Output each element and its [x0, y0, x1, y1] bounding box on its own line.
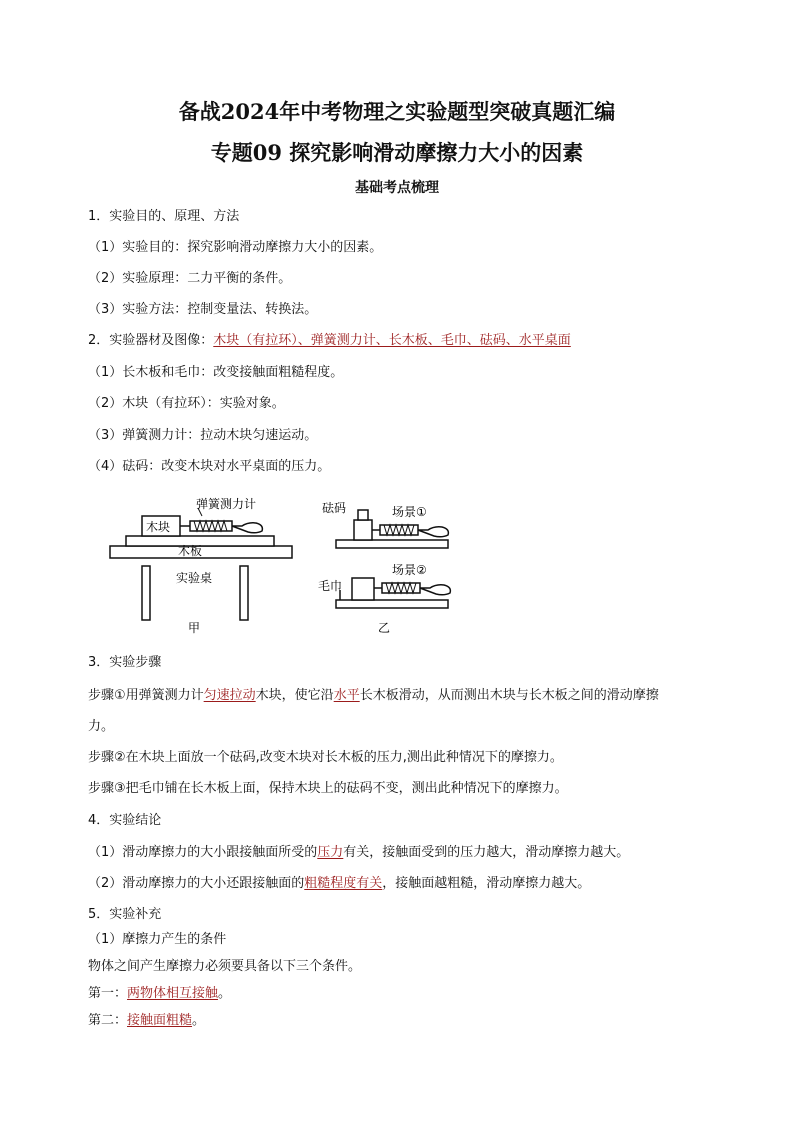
- s1-heading: 1．实验目的、原理、方法: [88, 209, 240, 224]
- first-end: 。: [218, 986, 232, 1001]
- s2-equipment-list: 木块（有拉环）、弹簧测力计、长木板、毛巾、砝码、水平桌面: [213, 333, 571, 348]
- s3-step2: 步骤②在木块上面放一个砝码,改变木块对长木板的压力,测出此种情况下的摩擦力。: [88, 750, 563, 765]
- first-red: 两物体相互接触: [127, 986, 219, 1001]
- first-label: 第一：: [88, 986, 128, 1001]
- s1-item: （1）实验目的：探究影响滑动摩擦力大小的因素。: [88, 240, 383, 255]
- second-label: 第二：: [88, 1013, 128, 1028]
- experiment-figure: [100, 490, 480, 640]
- s3-step1: [88, 688, 659, 704]
- second-end: 。: [192, 1013, 206, 1028]
- s1-item: （3）实验方法：控制变量法、转换法。: [88, 302, 318, 317]
- yi-scene2-label: 场景②: [392, 563, 427, 577]
- document-subtitle: 专题09 探究影响滑动摩擦力大小的因素: [210, 140, 584, 165]
- jia-board-label: 木板: [178, 544, 203, 558]
- s5-first: [88, 986, 231, 1002]
- s5-intro: 物体之间产生摩擦力必须要具备以下三个条件。: [88, 959, 362, 974]
- s5-second: [88, 1013, 205, 1029]
- section-heading: 基础考点梳理: [355, 180, 439, 196]
- c1-text: （1）滑动摩擦力的大小跟接触面所受的: [88, 845, 318, 860]
- c2-text: （2）滑动摩擦力的大小还跟接触面的: [88, 876, 305, 891]
- jia-spring-label: 弹簧测力计: [196, 497, 257, 511]
- figure-jia: [110, 508, 292, 620]
- step1-red-horizontal: 水平: [333, 688, 360, 703]
- s4-conclusion-2: [88, 876, 590, 892]
- s2-heading-label: 2．实验器材及图像：: [88, 333, 214, 348]
- yi-weight-label: 砝码: [322, 501, 347, 515]
- c1-red-pressure: 压力: [317, 845, 344, 860]
- c1-text: 有关，接触面受到的压力越大，滑动摩擦力越大。: [343, 845, 630, 860]
- step1-text: 步骤①用弹簧测力计: [88, 688, 204, 703]
- s2-item: （3）弹簧测力计：拉动木块匀速运动。: [88, 428, 318, 443]
- jia-block-label: 木块: [146, 520, 171, 534]
- s5-heading: 5．实验补充: [88, 907, 162, 922]
- jia-caption: 甲: [188, 621, 201, 635]
- second-red: 接触面粗糙: [127, 1013, 193, 1028]
- yi-towel-label: 毛巾: [318, 579, 343, 593]
- s2-item: （2）木块（有拉环）：实验对象。: [88, 396, 285, 411]
- yi-scene1-label: 场景①: [392, 505, 427, 519]
- s2-heading: [88, 333, 571, 349]
- s3-step3: 步骤③把毛巾铺在长木板上面，保持木块上的砝码不变，测出此种情况下的摩擦力。: [88, 781, 568, 796]
- yi-caption: 乙: [378, 621, 391, 635]
- s3-heading: 3．实验步骤: [88, 655, 162, 670]
- s1-item: （2）实验原理：二力平衡的条件。: [88, 271, 292, 286]
- step1-red-uniform: 匀速拉动: [203, 688, 256, 703]
- document-title: 备战2024年中考物理之实验题型突破真题汇编: [178, 99, 616, 124]
- step1-text: 木块，使它沿: [255, 688, 334, 703]
- step1-text: 长木板滑动，从而测出木块与长木板之间的滑动摩擦: [359, 688, 659, 703]
- s3-step1-cont: 力。: [88, 719, 115, 734]
- s4-heading: 4．实验结论: [88, 813, 162, 828]
- s5-sub1: （1）摩擦力产生的条件: [88, 932, 227, 947]
- figure-yi: [336, 510, 450, 608]
- c2-text: ，接触面越粗糙，滑动摩擦力越大。: [382, 876, 591, 891]
- s4-conclusion-1: [88, 845, 629, 861]
- s2-item: （1）长木板和毛巾：改变接触面粗糙程度。: [88, 365, 344, 380]
- jia-table-label: 实验桌: [176, 571, 213, 585]
- c2-red-roughness: 粗糙程度有关: [304, 876, 383, 891]
- s2-item: （4）砝码：改变木块对水平桌面的压力。: [88, 459, 331, 474]
